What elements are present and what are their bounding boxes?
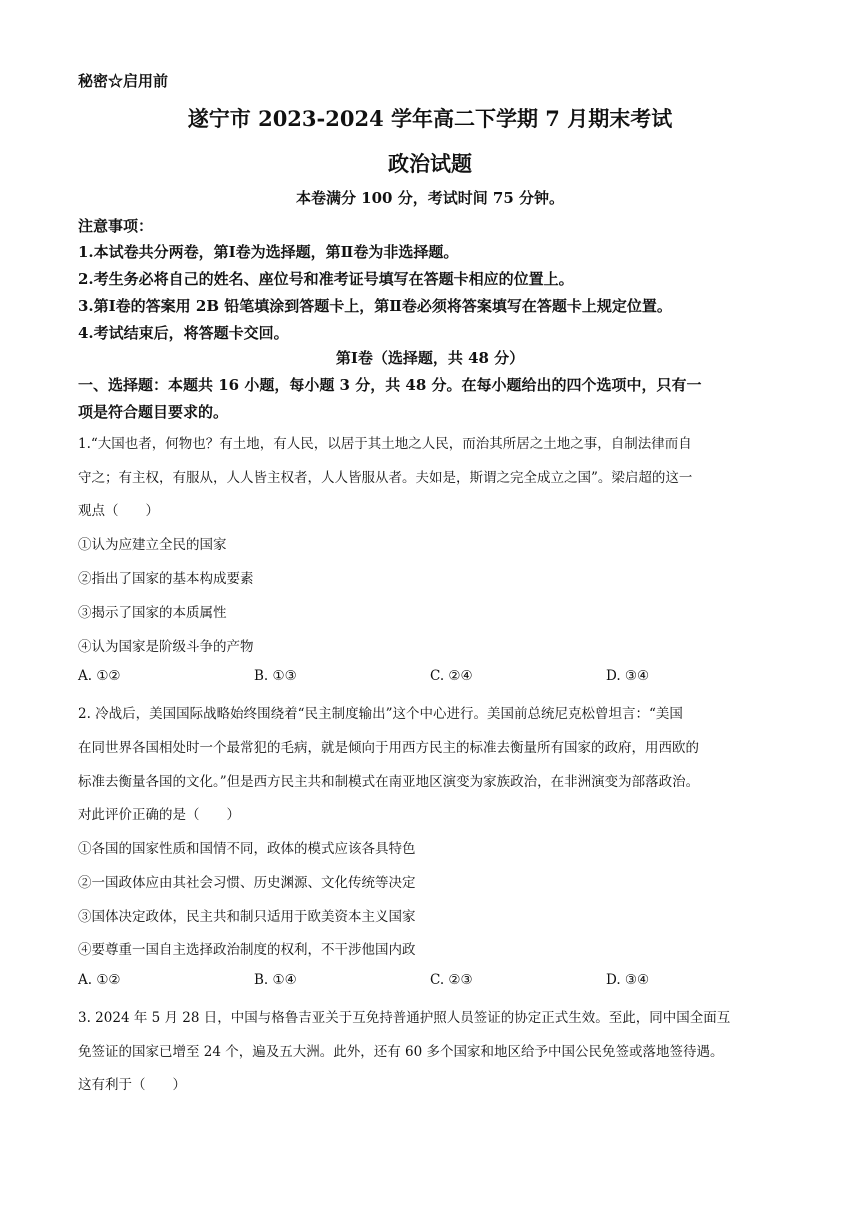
question-1-option-c: C. ②④ — [430, 668, 473, 684]
question-2-text: 2. 冷战后，美国国际战略始终围绕着“民主制度输出”这个中心进行。美国前总统尼克松曾坦言：“美国 — [78, 706, 683, 722]
question-2-statement: ③国体决定政体，民主共和制只适用于欧美资本主义国家 — [78, 909, 416, 925]
question-1-option-b: B. ①③ — [254, 668, 297, 684]
question-2-option-b: B. ①④ — [254, 972, 297, 988]
section-instruction: 一、选择题：本题共 16 小题，每小题 3 分，共 48 分。在每小题给出的四个选项中，只有一 — [78, 376, 702, 394]
question-2-text: 在同世界各国相处时一个最常犯的毛病，就是倾向于用西方民主的标准去衡量所有国家的政府，用西欧的 — [78, 740, 699, 756]
section-instruction: 项是符合题目要求的。 — [78, 403, 229, 421]
notice-item: 1.本试卷共分两卷，第Ⅰ卷为选择题，第Ⅱ卷为非选择题。 — [78, 243, 459, 261]
question-2-statement: ④要尊重一国自主选择政治制度的权利，不干涉他国内政 — [78, 942, 416, 958]
notice-item: 4.考试结束后，将答题卡交回。 — [78, 324, 289, 342]
notice-item: 3.第Ⅰ卷的答案用 2B 铅笔填涂到答题卡上，第Ⅱ卷必须将答案填写在答题卡上规定位置。 — [78, 297, 672, 315]
question-2-statement: ②一国政体应由其社会习惯、历史渊源、文化传统等决定 — [78, 875, 416, 891]
question-2-text: 对此评价正确的是（ ） — [78, 807, 240, 823]
question-1-statement: ②指出了国家的基本构成要素 — [78, 571, 254, 587]
question-1-option-a: A. ①② — [78, 668, 121, 684]
question-2-option-c: C. ②③ — [430, 972, 473, 988]
notice-heading: 注意事项： — [78, 217, 154, 235]
question-1-text: 守之；有主权，有服从，人人皆主权者，人人皆服从者。夫如是，斯谓之完全成立之国”。梁启超的这一 — [78, 470, 693, 486]
question-2-statement: ①各国的国家性质和国情不同，政体的模式应该各具特色 — [78, 841, 416, 857]
question-3-text: 免签证的国家已增至 24 个，遍及五大洲。此外，还有 60 多个国家和地区给予中国公民免签或落地签待遇。 — [78, 1044, 724, 1060]
subject-title: 政治试题 — [388, 151, 472, 176]
notice-item: 2.考生务必将自己的姓名、座位号和准考证号填写在答题卡相应的位置上。 — [78, 270, 574, 288]
question-1-option-d: D. ③④ — [606, 668, 650, 684]
section-title: 第Ⅰ卷（选择题，共 48 分） — [335, 349, 525, 367]
question-2-option-a: A. ①② — [78, 972, 121, 988]
question-2-text: 标准去衡量各国的文化。”但是西方民主共和制模式在南亚地区演变为家族政治，在非洲演变为部落政治。 — [78, 774, 700, 790]
question-3-text: 这有利于（ ） — [78, 1077, 186, 1093]
confidential-mark: 秘密☆启用前 — [78, 72, 169, 90]
exam-meta: 本卷满分 100 分，考试时间 75 分钟。 — [295, 189, 565, 207]
question-1-statement: ①认为应建立全民的国家 — [78, 537, 227, 553]
question-1-text: 观点（ ） — [78, 503, 159, 519]
exam-title: 遂宁市 2023-2024 学年高二下学期 7 月期末考试 — [187, 106, 673, 131]
question-2-option-d: D. ③④ — [606, 972, 650, 988]
question-1-statement: ③揭示了国家的本质属性 — [78, 605, 227, 621]
question-3-text: 3. 2024 年 5 月 28 日，中国与格鲁吉亚关于互免持普通护照人员签证的协定正式生效。至此，同中国全面互 — [78, 1010, 731, 1026]
question-1-statement: ④认为国家是阶级斗争的产物 — [78, 639, 254, 655]
question-1-text: 1.“大国也者，何物也？有土地，有人民，以居于其土地之人民，而治其所居之土地之事，自制法律而自 — [78, 436, 692, 452]
